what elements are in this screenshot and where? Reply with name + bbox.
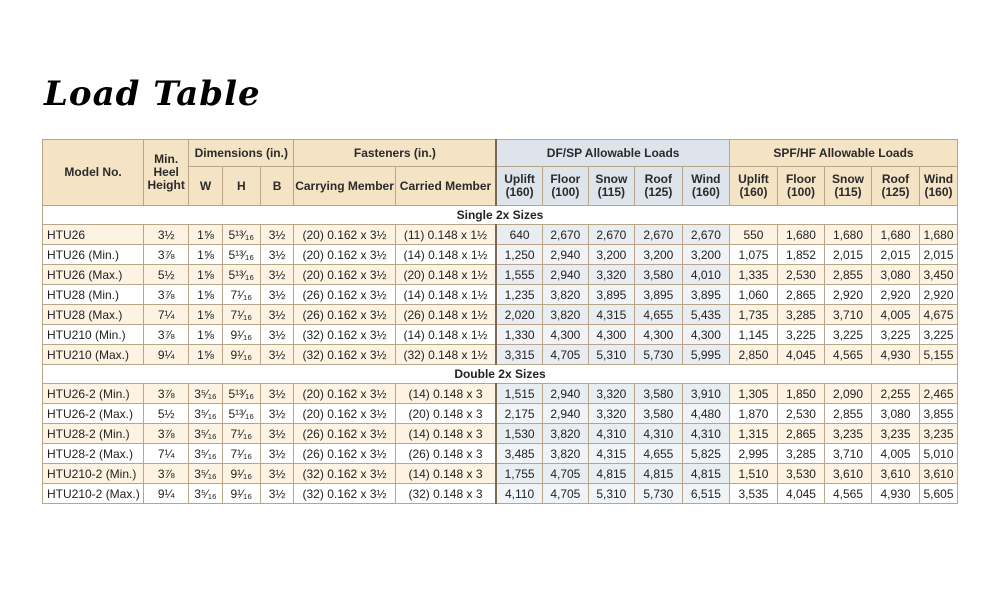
header-df-wind: Wind (160) bbox=[682, 167, 729, 206]
table-cell: 1,680 bbox=[777, 225, 824, 245]
table-cell: 5¹³⁄₁₆ bbox=[222, 265, 260, 285]
model-cell: HTU28 (Min.) bbox=[43, 285, 144, 305]
table-cell: 3,200 bbox=[682, 245, 729, 265]
header-spf-snow: Snow (115) bbox=[824, 167, 871, 206]
table-cell: 2,940 bbox=[542, 265, 588, 285]
table-row bbox=[43, 285, 958, 305]
table-cell: 3,610 bbox=[872, 464, 920, 484]
model-cell: HTU28-2 (Min.) bbox=[43, 424, 144, 444]
header-dimensions: Dimensions (in.) bbox=[189, 140, 294, 167]
table-cell: 3,285 bbox=[777, 444, 824, 464]
table-cell: 3⁵⁄₁₆ bbox=[189, 444, 223, 464]
table-cell: 3,235 bbox=[872, 424, 920, 444]
table-cell: 5,010 bbox=[920, 444, 958, 464]
table-cell: 4,930 bbox=[872, 345, 920, 365]
table-cell: 2,670 bbox=[634, 225, 682, 245]
table-cell: 2,995 bbox=[729, 444, 777, 464]
table-cell: 1⅝ bbox=[189, 245, 223, 265]
table-row bbox=[43, 325, 958, 345]
table-cell: 550 bbox=[729, 225, 777, 245]
header-model: Model No. bbox=[43, 140, 144, 206]
table-cell: (26) 0.162 x 3½ bbox=[294, 424, 395, 444]
table-cell: 3,235 bbox=[824, 424, 871, 444]
table-cell: 3,200 bbox=[588, 245, 634, 265]
table-cell: 2,865 bbox=[777, 424, 824, 444]
table-cell: 2,015 bbox=[872, 245, 920, 265]
table-cell: 5¹³⁄₁₆ bbox=[222, 404, 260, 424]
table-cell: 5,435 bbox=[682, 305, 729, 325]
header-spf-floor: Floor (100) bbox=[777, 167, 824, 206]
table-cell: 3⁵⁄₁₆ bbox=[189, 404, 223, 424]
table-cell: 4,675 bbox=[920, 305, 958, 325]
section-title: Double 2x Sizes bbox=[43, 365, 958, 384]
table-cell: 4,565 bbox=[824, 484, 871, 504]
table-cell: (14) 0.148 x 1½ bbox=[395, 325, 496, 345]
table-cell: 3,820 bbox=[542, 305, 588, 325]
table-cell: 3,610 bbox=[824, 464, 871, 484]
table-cell: 1,335 bbox=[729, 265, 777, 285]
table-cell: 4,300 bbox=[542, 325, 588, 345]
table-cell: 3,285 bbox=[777, 305, 824, 325]
table-cell: 3⅞ bbox=[144, 245, 189, 265]
table-cell: 1,530 bbox=[496, 424, 542, 444]
table-cell: 4,300 bbox=[588, 325, 634, 345]
table-cell: 3,610 bbox=[920, 464, 958, 484]
table-cell: 3½ bbox=[260, 404, 294, 424]
table-cell: 3,530 bbox=[777, 464, 824, 484]
header-df-uplift: Uplift (160) bbox=[496, 167, 542, 206]
header-b: B bbox=[260, 167, 294, 206]
table-cell: 4,655 bbox=[634, 305, 682, 325]
table-cell: 3,535 bbox=[729, 484, 777, 504]
table-cell: 2,670 bbox=[542, 225, 588, 245]
table-row bbox=[43, 384, 958, 404]
table-cell: (20) 0.162 x 3½ bbox=[294, 404, 395, 424]
table-cell: 3½ bbox=[260, 484, 294, 504]
table-cell: 1,755 bbox=[496, 464, 542, 484]
table-cell: 3½ bbox=[260, 384, 294, 404]
table-cell: 1,510 bbox=[729, 464, 777, 484]
table-cell: 3,225 bbox=[872, 325, 920, 345]
model-cell: HTU28-2 (Max.) bbox=[43, 444, 144, 464]
table-cell: 2,090 bbox=[824, 384, 871, 404]
table-cell: 1⅝ bbox=[189, 305, 223, 325]
table-cell: 2,920 bbox=[872, 285, 920, 305]
table-cell: 3,080 bbox=[872, 265, 920, 285]
table-cell: 4,310 bbox=[588, 424, 634, 444]
table-cell: 3½ bbox=[260, 345, 294, 365]
table-row bbox=[43, 404, 958, 424]
load-table bbox=[42, 139, 958, 504]
table-cell: 2,175 bbox=[496, 404, 542, 424]
table-cell: 5,310 bbox=[588, 484, 634, 504]
table-cell: 3,200 bbox=[634, 245, 682, 265]
table-cell: 3,450 bbox=[920, 265, 958, 285]
table-cell: (26) 0.162 x 3½ bbox=[294, 444, 395, 464]
header-carried: Carried Member bbox=[395, 167, 496, 206]
table-cell: 4,565 bbox=[824, 345, 871, 365]
table-cell: 4,655 bbox=[634, 444, 682, 464]
table-cell: 3⁵⁄₁₆ bbox=[189, 484, 223, 504]
table-row bbox=[43, 464, 958, 484]
table-cell: 2,020 bbox=[496, 305, 542, 325]
table-cell: 3½ bbox=[260, 325, 294, 345]
header-spfhf: SPF/HF Allowable Loads bbox=[729, 140, 957, 167]
table-cell: (14) 0.148 x 1½ bbox=[395, 245, 496, 265]
table-cell: 1,680 bbox=[920, 225, 958, 245]
table-cell: 3,080 bbox=[872, 404, 920, 424]
table-cell: (14) 0.148 x 3 bbox=[395, 384, 496, 404]
table-cell: 3,315 bbox=[496, 345, 542, 365]
table-cell: 3,235 bbox=[920, 424, 958, 444]
table-cell: 3½ bbox=[260, 225, 294, 245]
table-cell: (20) 0.148 x 3 bbox=[395, 404, 496, 424]
header-spf-wind: Wind (160) bbox=[920, 167, 958, 206]
table-cell: 9¹⁄₁₆ bbox=[222, 345, 260, 365]
table-cell: 3,910 bbox=[682, 384, 729, 404]
table-cell: 1⅝ bbox=[189, 325, 223, 345]
table-cell: 2,015 bbox=[920, 245, 958, 265]
section-row bbox=[43, 206, 958, 225]
table-cell: 1,235 bbox=[496, 285, 542, 305]
table-cell: 5,730 bbox=[634, 345, 682, 365]
model-cell: HTU26 (Min.) bbox=[43, 245, 144, 265]
table-row bbox=[43, 305, 958, 325]
table-cell: 4,815 bbox=[634, 464, 682, 484]
table-cell: 9¼ bbox=[144, 484, 189, 504]
model-cell: HTU26 bbox=[43, 225, 144, 245]
table-cell: (20) 0.162 x 3½ bbox=[294, 384, 395, 404]
header-min-heel: Min. Heel Height bbox=[144, 140, 189, 206]
table-cell: 5,155 bbox=[920, 345, 958, 365]
table-cell: 9¼ bbox=[144, 345, 189, 365]
table-cell: 2,920 bbox=[824, 285, 871, 305]
table-cell: 7¼ bbox=[144, 444, 189, 464]
table-cell: 4,310 bbox=[634, 424, 682, 444]
table-cell: 3½ bbox=[260, 464, 294, 484]
table-cell: 3½ bbox=[260, 245, 294, 265]
table-cell: 3,820 bbox=[542, 444, 588, 464]
model-cell: HTU26 (Max.) bbox=[43, 265, 144, 285]
table-cell: 1,680 bbox=[824, 225, 871, 245]
table-cell: 4,930 bbox=[872, 484, 920, 504]
section-title: Single 2x Sizes bbox=[43, 206, 958, 225]
table-cell: 3½ bbox=[144, 225, 189, 245]
table-cell: 4,705 bbox=[542, 484, 588, 504]
table-row bbox=[43, 444, 958, 464]
table-cell: 5,605 bbox=[920, 484, 958, 504]
table-cell: (14) 0.148 x 3 bbox=[395, 424, 496, 444]
header-carrying: Carrying Member bbox=[294, 167, 395, 206]
table-cell: 2,530 bbox=[777, 404, 824, 424]
table-cell: 4,300 bbox=[682, 325, 729, 345]
table-cell: 4,705 bbox=[542, 345, 588, 365]
table-cell: 5,825 bbox=[682, 444, 729, 464]
table-cell: 1,330 bbox=[496, 325, 542, 345]
table-cell: (32) 0.162 x 3½ bbox=[294, 484, 395, 504]
header-df-snow: Snow (115) bbox=[588, 167, 634, 206]
table-cell: (20) 0.162 x 3½ bbox=[294, 245, 395, 265]
table-cell: (26) 0.148 x 3 bbox=[395, 444, 496, 464]
table-cell: 3,710 bbox=[824, 305, 871, 325]
header-df-roof: Roof (125) bbox=[634, 167, 682, 206]
header-df-floor: Floor (100) bbox=[542, 167, 588, 206]
model-cell: HTU28 (Max.) bbox=[43, 305, 144, 325]
table-cell: 4,310 bbox=[682, 424, 729, 444]
table-row bbox=[43, 265, 958, 285]
table-cell: 2,465 bbox=[920, 384, 958, 404]
table-cell: 2,670 bbox=[682, 225, 729, 245]
table-cell: 3,710 bbox=[824, 444, 871, 464]
table-cell: 3,485 bbox=[496, 444, 542, 464]
table-cell: 7¼ bbox=[144, 305, 189, 325]
table-cell: 3,225 bbox=[777, 325, 824, 345]
model-cell: HTU210-2 (Max.) bbox=[43, 484, 144, 504]
table-cell: 9¹⁄₁₆ bbox=[222, 325, 260, 345]
table-row bbox=[43, 424, 958, 444]
header-spf-roof: Roof (125) bbox=[872, 167, 920, 206]
table-cell: 3⅞ bbox=[144, 464, 189, 484]
table-row bbox=[43, 225, 958, 245]
page-title: Load Table bbox=[44, 74, 261, 114]
table-cell: 3⅞ bbox=[144, 325, 189, 345]
model-cell: HTU210-2 (Min.) bbox=[43, 464, 144, 484]
table-cell: 6,515 bbox=[682, 484, 729, 504]
table-cell: 1,735 bbox=[729, 305, 777, 325]
table-cell: 7¹⁄₁₆ bbox=[222, 305, 260, 325]
table-row bbox=[43, 245, 958, 265]
table-cell: 1,852 bbox=[777, 245, 824, 265]
table-cell: 2,530 bbox=[777, 265, 824, 285]
header-h: H bbox=[222, 167, 260, 206]
table-cell: 1,060 bbox=[729, 285, 777, 305]
table-cell: (20) 0.162 x 3½ bbox=[294, 265, 395, 285]
model-cell: HTU26-2 (Min.) bbox=[43, 384, 144, 404]
table-cell: (14) 0.148 x 1½ bbox=[395, 285, 496, 305]
table-cell: 3⁵⁄₁₆ bbox=[189, 464, 223, 484]
table-cell: (11) 0.148 x 1½ bbox=[395, 225, 496, 245]
table-cell: 5,730 bbox=[634, 484, 682, 504]
table-cell: 7¹⁄₁₆ bbox=[222, 285, 260, 305]
table-cell: (20) 0.148 x 1½ bbox=[395, 265, 496, 285]
table-cell: (32) 0.162 x 3½ bbox=[294, 325, 395, 345]
table-cell: 3⁵⁄₁₆ bbox=[189, 384, 223, 404]
section-row bbox=[43, 365, 958, 384]
table-cell: 1⅝ bbox=[189, 265, 223, 285]
table-cell: 1⅝ bbox=[189, 225, 223, 245]
table-cell: 3½ bbox=[260, 424, 294, 444]
table-cell: 3⅞ bbox=[144, 384, 189, 404]
table-cell: 3,820 bbox=[542, 285, 588, 305]
table-cell: 3⁵⁄₁₆ bbox=[189, 424, 223, 444]
table-cell: 3,895 bbox=[634, 285, 682, 305]
table-cell: 1,315 bbox=[729, 424, 777, 444]
table-cell: 5½ bbox=[144, 265, 189, 285]
table-row bbox=[43, 484, 958, 504]
table-cell: 1⅝ bbox=[189, 285, 223, 305]
table-cell: 2,940 bbox=[542, 245, 588, 265]
model-cell: HTU210 (Min.) bbox=[43, 325, 144, 345]
table-cell: 3,895 bbox=[588, 285, 634, 305]
table-cell: 3,320 bbox=[588, 384, 634, 404]
table-cell: 2,850 bbox=[729, 345, 777, 365]
table-cell: 2,015 bbox=[824, 245, 871, 265]
table-cell: 1,680 bbox=[872, 225, 920, 245]
header-w: W bbox=[189, 167, 223, 206]
table-cell: 4,480 bbox=[682, 404, 729, 424]
table-cell: 3½ bbox=[260, 444, 294, 464]
table-cell: 3,580 bbox=[634, 384, 682, 404]
table-cell: (32) 0.148 x 3 bbox=[395, 484, 496, 504]
table-cell: 3½ bbox=[260, 305, 294, 325]
table-row bbox=[43, 345, 958, 365]
table-cell: 1,870 bbox=[729, 404, 777, 424]
table-cell: (14) 0.148 x 3 bbox=[395, 464, 496, 484]
table-cell: (20) 0.162 x 3½ bbox=[294, 225, 395, 245]
model-cell: HTU210 (Max.) bbox=[43, 345, 144, 365]
table-cell: 3½ bbox=[260, 285, 294, 305]
table-cell: 5,310 bbox=[588, 345, 634, 365]
table-cell: (32) 0.162 x 3½ bbox=[294, 345, 395, 365]
table-cell: (32) 0.148 x 1½ bbox=[395, 345, 496, 365]
table-cell: 3½ bbox=[260, 265, 294, 285]
table-cell: 1,305 bbox=[729, 384, 777, 404]
table-cell: 3,580 bbox=[634, 404, 682, 424]
table-cell: 3,580 bbox=[634, 265, 682, 285]
table-cell: 4,110 bbox=[496, 484, 542, 504]
table-cell: 4,315 bbox=[588, 444, 634, 464]
table-body bbox=[43, 206, 958, 504]
table-cell: 1⅝ bbox=[189, 345, 223, 365]
table-cell: 9¹⁄₁₆ bbox=[222, 484, 260, 504]
table-cell: 4,815 bbox=[588, 464, 634, 484]
table-cell: 3,855 bbox=[920, 404, 958, 424]
table-cell: (26) 0.148 x 1½ bbox=[395, 305, 496, 325]
table-cell: 2,940 bbox=[542, 404, 588, 424]
table-cell: 4,045 bbox=[777, 345, 824, 365]
table-cell: 9¹⁄₁₆ bbox=[222, 464, 260, 484]
table-cell: (26) 0.162 x 3½ bbox=[294, 305, 395, 325]
table-cell: 3,820 bbox=[542, 424, 588, 444]
table-cell: 2,865 bbox=[777, 285, 824, 305]
table-cell: (32) 0.162 x 3½ bbox=[294, 464, 395, 484]
table-cell: 3⅞ bbox=[144, 285, 189, 305]
table-cell: 1,075 bbox=[729, 245, 777, 265]
header-spf-uplift: Uplift (160) bbox=[729, 167, 777, 206]
table-cell: 2,855 bbox=[824, 404, 871, 424]
table-cell: 1,850 bbox=[777, 384, 824, 404]
table-cell: 1,145 bbox=[729, 325, 777, 345]
table-cell: 7¹⁄₁₆ bbox=[222, 424, 260, 444]
table-cell: 5¹³⁄₁₆ bbox=[222, 384, 260, 404]
table-cell: 2,940 bbox=[542, 384, 588, 404]
table-cell: 2,670 bbox=[588, 225, 634, 245]
table-cell: 4,010 bbox=[682, 265, 729, 285]
table-cell: 5¹³⁄₁₆ bbox=[222, 225, 260, 245]
table-cell: 2,255 bbox=[872, 384, 920, 404]
table-cell: 1,515 bbox=[496, 384, 542, 404]
table-cell: 4,045 bbox=[777, 484, 824, 504]
header-dfsp: DF/SP Allowable Loads bbox=[496, 140, 729, 167]
table-cell: 2,855 bbox=[824, 265, 871, 285]
header-fasteners: Fasteners (in.) bbox=[294, 140, 496, 167]
table-cell: 3⅞ bbox=[144, 424, 189, 444]
table-cell: 3,225 bbox=[920, 325, 958, 345]
table-cell: 4,005 bbox=[872, 444, 920, 464]
table-cell: 4,300 bbox=[634, 325, 682, 345]
table-cell: 1,555 bbox=[496, 265, 542, 285]
table-cell: 1,250 bbox=[496, 245, 542, 265]
table-cell: 3,320 bbox=[588, 404, 634, 424]
table-cell: 5,995 bbox=[682, 345, 729, 365]
table-cell: 4,315 bbox=[588, 305, 634, 325]
table-cell: 5½ bbox=[144, 404, 189, 424]
table-cell: 4,815 bbox=[682, 464, 729, 484]
table-cell: 3,320 bbox=[588, 265, 634, 285]
table-cell: 2,920 bbox=[920, 285, 958, 305]
table-cell: 3,895 bbox=[682, 285, 729, 305]
table-cell: 5¹³⁄₁₆ bbox=[222, 245, 260, 265]
model-cell: HTU26-2 (Max.) bbox=[43, 404, 144, 424]
table-cell: 640 bbox=[496, 225, 542, 245]
table-cell: 4,705 bbox=[542, 464, 588, 484]
table-cell: 7¹⁄₁₆ bbox=[222, 444, 260, 464]
table-cell: (26) 0.162 x 3½ bbox=[294, 285, 395, 305]
table-cell: 3,225 bbox=[824, 325, 871, 345]
table-cell: 4,005 bbox=[872, 305, 920, 325]
